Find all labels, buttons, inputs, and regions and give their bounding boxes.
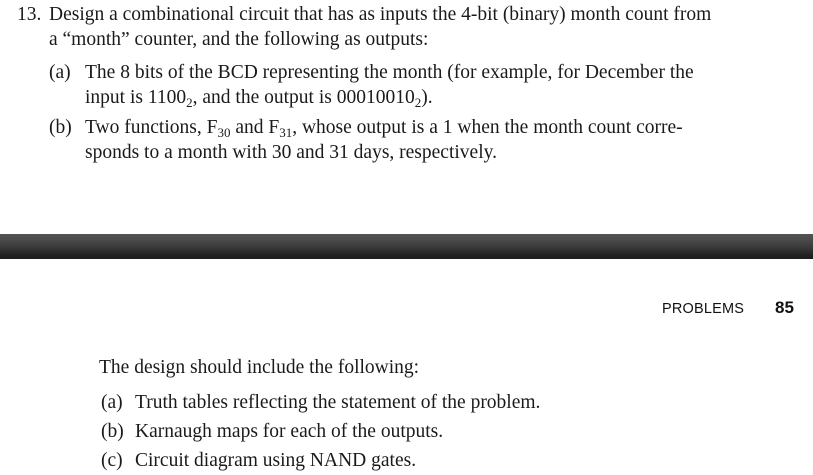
page-header-section: PROBLEMS [662,301,745,317]
part-b-line-2: sponds to a month with 30 and 31 days, respectively. [85,142,497,163]
page-divider [0,234,813,259]
part-b-line-1: Two functions, $F_{30}$ and $F_{31}$, whose output is a 1 when the month count corre- [85,117,683,140]
problem-stem-line-1: Design a combinational circuit that has as inputs the 4-bit (binary) month count from [49,4,712,25]
design-item-a-label: (a) [101,392,123,413]
design-intro: The design should include the following: [99,357,420,378]
design-item-c-label: (c) [101,450,123,471]
part-a-label: (a) [49,62,71,83]
design-item-b-text: Karnaugh maps for each of the outputs. [135,421,444,442]
problem-stem-line-2: a “month” counter, and the following as outputs: [49,29,429,50]
part-a-line-1: The 8 bits of the BCD representing the month (for example, for December the [85,62,694,83]
design-item-a-text: Truth tables reflecting the statement of the problem. [135,392,541,413]
design-item-b-label: (b) [101,421,124,442]
page-number: 85 [775,298,794,317]
part-a-line-2: input is $1100_2$, and the output is $00010010_2$). [85,87,433,110]
design-item-c-text: Circuit diagram using NAND gates. [135,450,417,471]
part-b-label: (b) [49,117,72,138]
problem-number: 13. [17,4,42,25]
